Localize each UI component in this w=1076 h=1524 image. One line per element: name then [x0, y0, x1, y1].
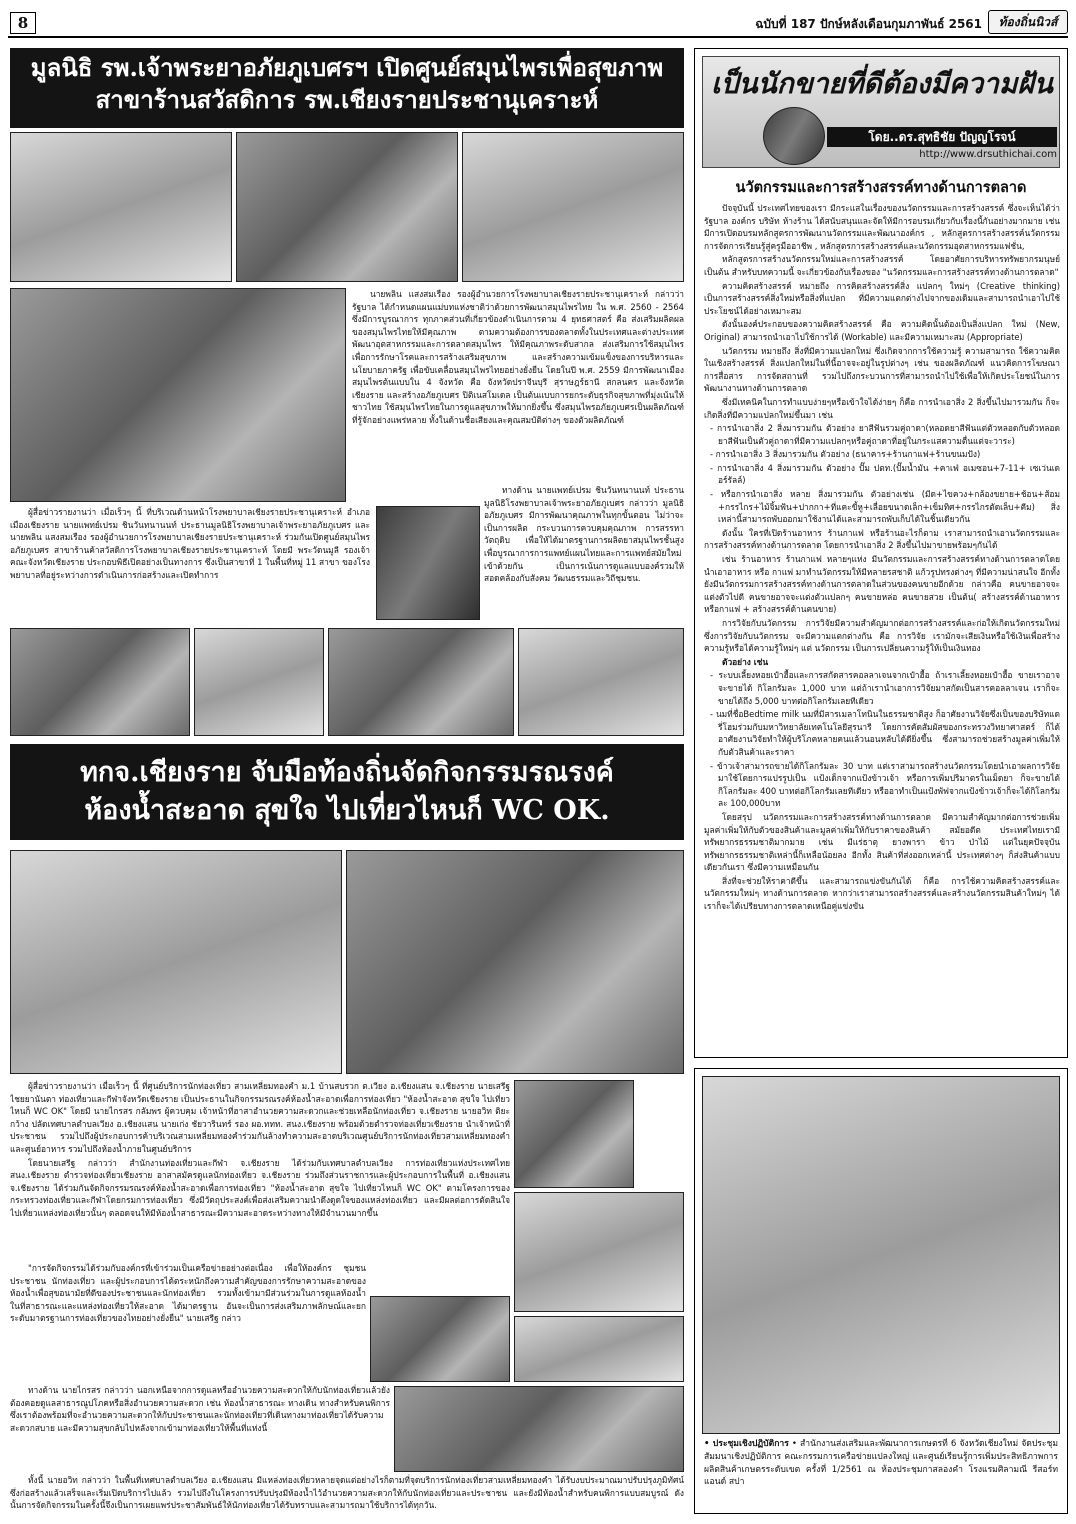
article1-paragraph: ผู้สื่อข่าวรายงานว่า เมื่อเร็วๆ นี้ ที่บริเวณด้านหน้าโรงพยาบาลเชียงรายประชานุเคราะห์ อำเภอเมืองเชียงราย นายแพทย์เปรม ชินวันทนานนท์ ประธานมูลนิธิโรงพยาบาลเจ้าพระยาอภัยภูเบศร และนายพลิน แสงสมเรือง รองผู้อำนวยการโรงพยาบาลเชียงรายประชานุเคราะห์ ร่วมกันเปิดศูนย์สมุนไพรอภัยภูเบศร สาขาร้านค้าสวัสดิการโรงพยาบาลเชียงรายประชานุเคราะห์ โดยมี พระวัดนมูลี รองเจ้าคณะจังหวัดเชียงราย ประกอบพิธีเปิดอย่างเป็นทางการ ซึ่งเป็นสาขาที่ 1 ในพื้นที่หมู่ 11 สาขา ของโรงพยาบาลที่อยู่ระหว่างการดำเนินการก่อสร้างและเปิดทำการ [10, 507, 370, 580]
column-bullet: - การนำเอาสิ่ง 4 สิ่งมารวมกัน ตัวอย่าง ปั๊ม ปตท.(ปั๊มน้ำมัน +คาเฟ่ อเมซอน+7-11+ เซเว่นเดอร์รัลล์) [710, 462, 1060, 486]
meeting-caption [704, 1438, 1058, 1510]
column-bullet: - ข้าวเจ้าสามารถขายได้กิโลกรัมละ 30 บาท แต่เราสามารถสร้างนวัตกรรมโดยนำเอาผลการวิจัยมาใช้โดยการแปรรูปเป็น แป้งเด็กจากแป้งข้าวเจ้า หรือการเพิ่มปริมาตรในเม็ดยา ก็จะขายได้กิโลกรัมละ 400 บาทต่อกิโลกรัมเลยทีเดียว หรืออาทำเป็นแป้งพัฟจากแป้งข้าวเจ้าก็จะได้กิโลกรัมละ 100,000บาท [710, 760, 1060, 809]
article2-text-mid [10, 1262, 366, 1380]
column-bullet: - การนำเอาสิ่ง 2 สิ่งมารวมกัน ตัวอย่าง ยาสีฟันรวมคู่ถาดา(หลอดยาสีฟันแต่ตัวหลอดกับตัวหลอดยาสีฟันเป็นตัวคู่ถาดาที่มีความแปลกๆหรือคู่ถาดาที่อยู่ในกระแสความตื่นแต่จะวาระ) [710, 423, 1060, 446]
article2-text-top [10, 1080, 510, 1260]
photo-visitors-shop [194, 628, 324, 736]
photo-volunteers-group [10, 850, 342, 1074]
page-number: 8 [10, 12, 36, 34]
column-paragraph: ซึ่งมีเทคนิคในการทำแบบง่ายๆหรือเข้าใจได้ง่ายๆ ก็คือ การนำเอาสิ่ง 2 สิ่งขึ้นไปมารวมกัน ก็จะเกิดสิ่งที่มีความแปลกใหม่ขึ้นมา เช่น [704, 396, 1060, 420]
article2-headline-line2: ห้องน้ำสะอาด สุขใจ ไปเที่ยวไหนก็ WC OK. [84, 795, 610, 826]
article1-right-column [352, 288, 684, 484]
column-paragraph: สิ่งที่จะช่วยให้ราคาดีขึ้น และสามารถแข่งขันกันได้ ก็คือ การใช้ความคิดสร้างสรรค์และนวัตกรรมใหม่ๆ ทางด้านการตลาด หากว่าเราสามารถสร้างสรรค์และสร้างนวัตกรรมสินค้าใหม่ๆ ได้ เราก็จะได้เปรียบทางการตลาดเหนือคู่แข่งขัน [704, 875, 1060, 912]
photo-ribbon-cutting-monk [236, 132, 458, 282]
column-bullet: - นมที่ชื่อBedtime milk นมที่มีสารเมลาโทนินในธรรมชาติสูง ก็อาศัยงานวิจัยซึ่งเป็นของบริษัทแดรี่โฮมร่วมกับมหาวิทยาลัยเทคโนโลยีสุรนารี โดยการคัดสัมผัสของกระทรวงวิทยาศาสตร์ ก็ได้อาศัยงานวิจัยทำให้ผู้บริโภคหลายคนแล้วนอนหลับได้ดียิ่งขึ้น ซึ่งสามารถช่วยสร้างมูลค่าเพิ่มให้กับตัวสินค้าและราคา [710, 709, 1060, 757]
header-rule [8, 36, 1068, 38]
column-paragraph: นวัตกรรม หมายถึง สิ่งที่มีความแปลกใหม่ ซึ่งเกิดจากการใช้ความรู้ ความสามารถ ใช้ความคิดในเชิงสร้างสรรค์ สิ่งแปลกใหม่ในที่นี้อาจจะอยู่ในรูปต่างๆ เช่น ของผลิตภัณฑ์ แนวคิดการโฆษณา การสื่อสาร การจัดสถานที่ รวมไปถึงกระบวนการที่สามารถนำไปใช้เพื่อให้เกิดประโยชน์ในการพัฒนางานทางด้านการตลาด [704, 345, 1060, 394]
article1-right-column-2 [484, 484, 684, 622]
photo-meeting-hall [702, 1076, 1060, 1434]
column-bullet: - การนำเอาสิ่ง 3 สิ่งมารวมกัน ตัวอย่าง (ธนาคาร+ร้านกาแฟ+ร้านขนมปัง) [710, 449, 981, 460]
article2-paragraph: โดยนายเสรีฐ กล่าวว่า สำนักงานท่องเที่ยวและกีฬา จ.เชียงราย ได้ร่วมกับเทศบาลตำบลเวียง การท่องเที่ยวแห่งประเทศไทย สนง.เชียงราย ตำรวจท่องเที่ยวเชียงราย อาสาสมัครดูแลนักท่องเที่ยว จ.เชียงราย ร่วมถึงส่วนราชการและผู้ประกอบการในพื้นที่ อ.เชียงแสน จ.เชียงราย ได้ร่วมกันจัดกิจกรรมรณรงค์ห้องน้ำสะอาดเพื่อการท่องเที่ยว "ห้องน้ำสะอาด สุขใจ ไปเที่ยวไหนก็ WC OK" ตามโครงการของกระทรวงท่องเที่ยวและกีฬาโดยกรมการท่องเที่ยว ซึ่งมีวัตถุประสงค์เพื่อส่งเสริมความนำดึงดูดใจของแหล่งท่องเที่ยว และมีผลต่อการตัดสินใจไปเที่ยวแหล่งท่องเที่ยวนั้นๆ ตลอดจนให้มีห้องน้ำสาธารณะมีความสะอาดระหว่างทางให้มีจำนวนมากขึ้น [10, 1157, 510, 1218]
article2-text-bottom [10, 1384, 390, 1474]
meeting-caption-text: • สำนักงานส่งเสริมและพัฒนาการเกษตรที่ 6 จังหวัดเชียงใหม่ จัดประชุมสัมมนาเชิงปฏิบัติการ คณะกรรมการเครือข่ายแปลงใหญ่ และศูนย์เรียนรู้การเพิ่มประสิทธิภาพการผลิตสินค้าเกษตรระดับเขต ครั้งที่ 1/2561 ณ ห้องประชุมกาสลองคำ โรงแรมศิลามณี รีสอร์ท แอนด์ สปา [704, 1439, 1058, 1488]
column-paragraph: ดังนั้นองค์ประกอบของความคิดสร้างสรรค์ คือ ความคิดนั้นต้องเป็นสิ่งแปลก ใหม่ (New, Original) สามารถนำเอาไปใช้การได้ (Workable) และมีความเหมาะสม (Appropriate) [704, 319, 1060, 342]
author-portrait [763, 107, 825, 165]
photo-audience [10, 628, 190, 736]
article1-paragraph: นายพลิน แสงสมเรือง รองผู้อำนวยการโรงพยาบาลเชียงรายประชานุเคราะห์ กล่าวว่า รัฐบาล ได้กำหนดแผนแม่บทแห่งชาติว่าด้วยการพัฒนาสมุนไพรไทย ใน พ.ศ. 2560 - 2564 ซึ่งมีการบูรณาการ ทุกภาคส่วนที่เกี่ยวข้องดำเนินการตาม 4 ยุทธศาสตร์ คือ ส่งเสริมผลิตผลของสมุนไพรไทยให้มีคุณภาพ ตามความต้องการของตลาดทั้งในประเทศและต่างประเทศ พัฒนาอุตสาหกรรมและการตลาดสมุนไพร ให้มีคุณภาพระดับสากล ส่งเสริมการใช้สมุนไพรเพื่อการรักษาโรคและการสร้างเสริมสุขภาพ และสร้างความเข้มแข็งของการบริหารและนโยบายภาครัฐ เพื่อขับเคลื่อนสมุนไพรไทยอย่างยั่งยืน โดยในปี พ.ศ. 2559 มีการพัฒนาเมืองสมุนไพรต้นแบบใน 4 จังหวัด คือ จังหวัดปราจีนบุรี สุราษฎร์ธานี สกลนคร และจังหวัดเชียงราย และสร้างอภัยภูเบศร ปิติเนสโมเดล เป็นต้นแบบการยกระดับธุรกิจสุขภาพที่มุ่งเน้นให้ชาวไทย ใช้สมุนไพรไทยในการดูแลสุขภาพให้มากยิ่งขึ้น ซึ่งสมุนไพรอภัยภูเบศรเป็นผลิตภัณฑ์ที่รู้จักอย่างแพร่หลาย ทั้งในด้านชื่อเสียงและคุณสมบัติต่างๆ ของตัวผลิตภัณฑ์ [352, 289, 684, 425]
article1-headline-line2: สาขาร้านสวัสดิการ รพ.เชียงรายประชานุเคราะห์ [95, 85, 599, 114]
photo-group-cleaning [394, 1386, 684, 1472]
column-banner-title: เป็นนักขายที่ดีต้องมีความฝัน [711, 67, 1053, 100]
column-url: http://www.drsuthichai.com [919, 149, 1057, 160]
photo-mopping-2 [514, 1192, 684, 1312]
column-heading: นวัตกรรมและการสร้างสรรค์ทางด้านการตลาด [735, 180, 1027, 196]
photo-shop-exterior [462, 132, 684, 282]
column-paragraph: โดยสรุป นวัตกรรมและการสร้างสรรค์ทางด้านการตลาด มีความสำคัญมากต่อการช่วยเพิ่มมูลค่าเพิ่มให้กับตัวของสินค้าและมูลค่าเพิ่มให้กับราคาของสินค้า สมัยอดีต ประเทศไทยเรามีทรัพยากรธรรมชาติมากมาย เช่น มีแร่ธาตุ ยางพารา ข้าว ป่าไม้ แต่ในยุคปัจจุบัน ทรัพยากรธรรมชาติเหล่านี้ก็เหลือน้อยลง อีกทั้ง สินค้าที่ส่งออกเหล่านี้ ประเทศต่างๆ ก็ส่งสินค้าแบบเดียวกันเรา ซึ่งมีความเหมือนกัน [704, 811, 1060, 873]
article2-text-final [10, 1474, 684, 1520]
article2-paragraph: ทางด้าน นายไกรสร กล่าวว่า นอกเหนือจากการดูแลหรืออำนวยความสะดวกให้กับนักท่องเที่ยวแล้วยังต้องคอยดูแลสาธารณูปโภคหรือสิ่งอำนวยความสะดวก เช่น ห้องน้ำสาธารณะ ทางเดิน ทางสำหรับคนพิการ ซึ่งเราต้องพร้อมที่จะอำนวยความสะดวกให้กับประชาชนและนักท่องเที่ยวที่เดินทางมาท่องเที่ยวได้รับความสะดวกสบาย และมีความสุขกลับไปหลังจากเข้ามาท่องเที่ยวให้พื้นที่แห่งนี้ [10, 1385, 390, 1433]
column-banner [702, 56, 1060, 168]
column-body [704, 202, 1060, 1056]
column-paragraph: เช่น ร้านอาหาร ร้านกาแฟ หลายๆแห่ง มีนวัตกรรมและการสร้างสรรค์ทางด้านการตลาดโดยนำเอาอาหาร หรือ กาแฟ มาทำนวัตกรรมให้มีหลายรสชาติ แก้วรูปทรงต่างๆ ที่มีความน่าสนใจ อีกทั้งยังมีนวัตกรรมการสร้างสรรค์ทางด้านการตลาดในส่วนของคนขายอีกด้วย กล่าวคือ คนขายอาจจะแต่งตัวไปดี คนขายอาจจะแต่งตัวแปลกๆ คนขายหล่อ คนขายสวย เป็นต้น( สร้างสรรค์ด้านอาหาร หรือกาแฟ + สร้างสรรค์ด้านคนขาย) [704, 554, 1060, 615]
article2-paragraph: ผู้สื่อข่าวรายงานว่า เมื่อเร็วๆ นี้ ที่ศูนย์บริการนักท่องเที่ยว สามเหลี่ยมทองคำ ม.1 บ้านสบรวก ต.เวียง อ.เชียงแสน จ.เชียงราย นายเสรีฐ ไชยยานันตา ท่องเที่ยวและกีฬาจังหวัดเชียงราย เป็นประธานในกิจกรรมรณรงค์ห้องน้ำสะอาดเพื่อการท่องเที่ยว "ห้องน้ำสะอาด สุขใจ ไปเที่ยวไหนก็ WC OK" โดยมี นายไกรสร กลัมพร ผู้ควบคุม เจ้าหน้าที่ฮาสาอำนวยความสะดวกและช่วยเหลือนักท่องเที่ยว จ.เชียงราย นายอวิท ติยะกว้าง ปลัดเทศบาลตำบลเวียง อ.เชียงแสน นายเก่ง ชัยวารินทร์ รอง ผอ.ททท. สนง.เชียงราย พร้อมด้วยตำรวจท่องเที่ยวเชียงราย นำเจ้าหน้าที่ ประชาชน รวมไปถึงผู้ประกอบการค้าบริเวณสามเหลี่ยมทองคำร่วมกันล้างทำความสะอาดบริเวณศูนย์บริการนักท่องเที่ยวสามเหลี่ยมทองคำและศูนย์อาหาร รวมไปถึงห้องน้ำภายในศูนย์บริการ [10, 1081, 510, 1154]
article1-headline-line1: มูลนิธิ รพ.เจ้าพระยาอภัยภูเบศรฯ เปิดศูนย์สมุนไพรเพื่อสุขภาพ [30, 53, 664, 82]
photo-herb-center-interior [10, 132, 232, 282]
article1-headline [10, 48, 684, 128]
article1-paragraph: ทางด้าน นายแพทย์เปรม ชินวันทนานนท์ ประธานมูลนิธิโรงพยาบาลเจ้าพระยาอภัยภูเบศร กล่าวว่า มูลนิธิอภัยภูเบศร มีการพัฒนาคุณภาพในทุกขั้นตอน ไม่ว่าจะเป็นการผลิต กระบวนการควบคุมคุณภาพ การสรรหาวัตถุดิบ เพื่อให้ได้มาตรฐานการผลิตยาสมุนไพรชั้นสูง เพื่อบูรณาการการแพทย์แผนไทยและการแพทย์สมัยใหม่เข้าด้วยกัน เป็นการเน้นการดูแลแบบองค์รวมให้สอดคล้องกับสังคม วัฒนธรรมและวิถีชุมชน. [484, 485, 684, 584]
photo-man-at-shelf [376, 506, 480, 620]
page-header [0, 0, 1076, 40]
meeting-caption-title: • ประชุมเชิงปฏิบัติการ [704, 1439, 789, 1449]
photo-cleaning-floor [346, 850, 684, 1074]
column-author-bar: โดย..ดร.สุทธิชัย ปัญญโรจน์ [827, 127, 1057, 147]
column-paragraph: ดังนั้น ใครที่เปิดร้านอาหาร ร้านกาแฟ หรือร้านอะไรก็ตาม เราสามารถนำเอานวัตกรรมและการสร้างสรรค์ทางด้านการตลาด โดยการนำเอาสิ่ง 2 สิ่งขึ้นไปมาขายพร้อมๆกันได้ [704, 527, 1060, 551]
photo-mopping-4 [514, 1316, 684, 1382]
article2-paragraph: "การจัดกิจกรรมได้ร่วมกับองค์กรที่เข้าร่วมเป็นเครือข่ายอย่างต่อเนื่อง เพื่อให้องค์กร ชุมชน ประชาชน นักท่องเที่ยว และผู้ประกอบการได้ตระหนักถึงความสำคัญของการรักษาความสะอาดของห้องน้ำเพื่อสุขอนามัยที่ดีของประชาชนและนักท่องเที่ยว รวมทั้งเข้ามามีส่วนร่วมในการดูแลห้องน้ำในที่สาธารณะและแหล่งท่องเที่ยวให้สะอาด ได้มาตรฐาน อันจะเป็นการส่งเสริมภาพลักษณ์และยกระดับมาตรฐานการท่องเที่ยวของไทยอย่างยั่งยืน" นายเสรีฐ กล่าว [10, 1263, 366, 1324]
column-bullet: - ระบบเลี้ยงหอยเป๋าฮื้อและการสกัดสารคอลลาเจนจากเป๋าฮื้อ ถ้าเราเลี้ยงหอยเป๋าฮื้อ ขายเราอาจจะขายได้ กิโลกรัมละ 1,000 บาท แต่ถ้าเรานำเอาการวิจัยมาสกัดเป็นสารคอลลาเจน เราก็จะขายได้ถึง 5,000 บาทต่อกิโลกรัมเลยทีเดียว [710, 670, 1060, 706]
article2-headline [10, 744, 684, 840]
photo-officials-ribbon-cutting [10, 288, 346, 502]
column-paragraph: การวิจัยกับนวัตกรรม การวิจัยมีความสำคัญมากต่อการสร้างสรรค์และก่อให้เกิดนวัตกรรมใหม่ ซึ่งการวิจัยกับนวัตกรรม จะมีความแตกต่างกัน คือ การวิจัย เรามักจะเสียเงินหรือใช้เงินเพื่อสร้างความรู้หรือได้ความรู้ใหม่ๆ แต่ นวัตกรรม เป็นการเปลี่ยนความรู้ให้เป็นเงินทอง [704, 618, 1060, 654]
photo-mopping-3 [370, 1296, 510, 1382]
photo-mopping-1 [514, 1080, 634, 1188]
column-paragraph: ความคิดสร้างสรรค์ หมายถึง การคิดสร้างสรรค์สิ่ง แปลกๆ ใหม่ๆ (Creative thinking) เป็นการสร้างสรรค์สิ่งใหม่หรือสิ่งที่แปลก ที่มีความแตกต่างไปจากของเดิมและสามารถนำเอาไปใช้ประโยชน์ได้อย่างเหมาะสม [704, 280, 1060, 316]
masthead-logo: ท้องถิ่นนิวส์ [988, 10, 1068, 34]
column-example-label: ตัวอย่าง เช่น [722, 656, 769, 667]
photo-shopping [328, 628, 514, 736]
photo-shelves [518, 628, 684, 736]
column-bullet: - หรือการนำเอาสิ่ง หลาย สิ่งมารวมกัน ตัวอย่างเช่น (มีด+ไขควง+กล้องขยาย+ช้อน+ส้อม +กรรไกร+ไม้จิ้มฟัน+ปากกา+ที่แคะขี้หู+เลื่อยขนาดเล็ก+เข็มทิศ+กรรไกรตัดเล็บ+คีม) สิ่งเหล่านี้สามารถพับออกมาใช้งานได้และสามารถพับเก็บได้ในชิ้นเดียวกัน [710, 489, 1060, 525]
column-paragraph: หลักสูตรการสร้างนวัตกรรมใหม่และการสร้างสรรค์ โดยอาศัยการบริหารทรัพยากรมนุษย์ เป็นต้น สำหรับบทความนี้ จะเกี่ยวข้องกับเรื่องของ "นวัตกรรมและการสร้างสรรค์ทางด้านการตลาด" [704, 254, 1060, 277]
article2-headline-line1: ทกจ.เชียงราย จับมือท้องถิ่นจัดกิจกรรมรณรงค์ [80, 757, 614, 788]
article1-left-column [10, 506, 370, 622]
issue-line: ฉบับที่ 187 ปักษ์หลังเดือนกุมภาพันธ์ 2561 [755, 17, 982, 31]
column-paragraph: ปัจจุบันนี้ ประเทศไทยของเรา มีกระแสในเรื่องของนวัตกรรมและการสร้างสรรค์ ซึ่งจะเห็นได้ว่ารัฐบาล องค์กร บริษัท ห้างร้าน ได้สนับสนุนและจัดให้มีการอบรมเกี่ยวกับเรื่องนี้กันอย่างมากมาย เช่น มีการเปิดอบรมหลักสูตรการพัฒนานวัตกรรมและพัฒนาองค์กร , หลักสูตรการสร้างสรรค์นวัตกรรมการจัดการเรียนรู้สู่ครูมืออาชีพ , หลักสูตรการสร้างสรรค์และนวัตกรรมอุตสาหกรรมแฟชั่น, [704, 203, 1060, 251]
article2-paragraph: ทั้งนี้ นายอวิท กล่าวว่า ในพื้นที่เทศบาลตำบลเวียง อ.เชียงแสน มีแหล่งท่องเที่ยวหลายจุดแต่อย่างไรก็ตามที่จุดบริการนักท่องเที่ยวสามเหลี่ยมทองคำ ได้รับงบประมาณมาปรับปรุงภูมิทัศน์ ซึ่งก่อสร้างแล้วเสร็จและเริ่มเปิดบริการไปแล้ว รวมไปถึงในโครงการปรับปรุงมีห้องน้ำไว้อำนวยความสะดวกให้กับนักท่องเที่ยวและประชาชน และยังมีห้องน้ำสำหรับคนพิการแบบสมบูรณ์ ดังนั้นการจัดกิจกรรมในครั้งนี้จึงเป็นการเผยแพร่ประชาสัมพันธ์ให้นักท่องเที่ยวได้รับทราบและสามารถมาใช้บริการได้ทุกวัน. [10, 1475, 684, 1511]
